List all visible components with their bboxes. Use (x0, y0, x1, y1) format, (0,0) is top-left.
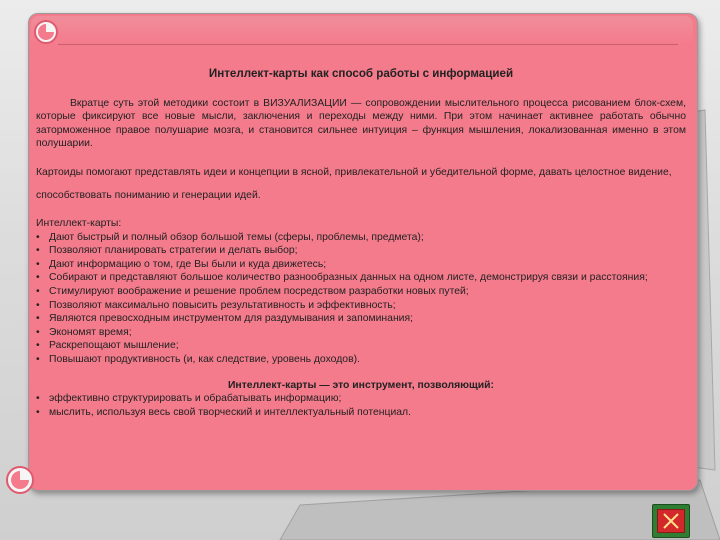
swirl-icon (33, 19, 59, 45)
slide-header-bar (31, 16, 693, 44)
slide-title: Интеллект-карты как способ работы с информацией (208, 67, 514, 80)
swirl-icon (5, 465, 35, 495)
list-item: • Дают быстрый и полный обзор большой темы (сферы, проблемы, предмета); (36, 231, 686, 245)
list-item: • Собирают и представляют большое количество разнообразных данных на одном листе, демонстрируя связи и расстояния; (36, 271, 686, 285)
tool-list (36, 392, 686, 419)
list-item: • эффективно структурировать и обрабатывать информацию; (36, 392, 686, 406)
list-item: • Повышают продуктивность (и, как следствие, уровень доходов). (36, 353, 686, 367)
list-item: • Экономят время; (36, 326, 686, 340)
list-item: • Позволяют планировать стратегии и делать выбор; (36, 244, 686, 258)
mindmap-paragraph: Картоиды помогают представлять идеи и концепции в ясной, привлекательной и убедительной форме, давать целостное видение, способствовать пониманию и генерации идей. (36, 166, 672, 201)
list-item: • Стимулируют воображение и решение проблем посредством разработки новых путей; (36, 285, 686, 299)
header-divider (58, 44, 678, 45)
list-item: • Дают информацию о том, где Вы были и куда движетесь; (36, 258, 686, 272)
intro-paragraph: Вкратце суть этой методики состоит в ВИЗУАЛИЗАЦИИ — сопровождении мыслительного процесса рисованием блок-схем, которые фиксируют все новые мысли, заключения и переходы между ними. При этом начинает активнее работать обычно заторможенное правое полушарие мозга, и становится сильнее интуиция – функция мышления, локализованная именно в этом полушарии. (36, 97, 686, 150)
list-item: • мыслить, используя весь свой творческий и интеллектуальный потенциал. (36, 406, 686, 420)
tool-subtitle: Интеллект-карты — это инструмент, позволяющий: (227, 379, 495, 391)
list-item: • Являются превосходным инструментом для раздумывания и запоминания; (36, 312, 686, 326)
list-heading: Интеллект-карты: (36, 217, 122, 229)
exit-button[interactable] (652, 504, 690, 538)
list-item: • Раскрепощают мышление; (36, 339, 686, 353)
slide-content (36, 60, 686, 419)
list-item: • Позволяют максимально повысить результативность и эффективность; (36, 299, 686, 313)
close-icon (661, 512, 681, 530)
benefits-list (36, 231, 686, 367)
